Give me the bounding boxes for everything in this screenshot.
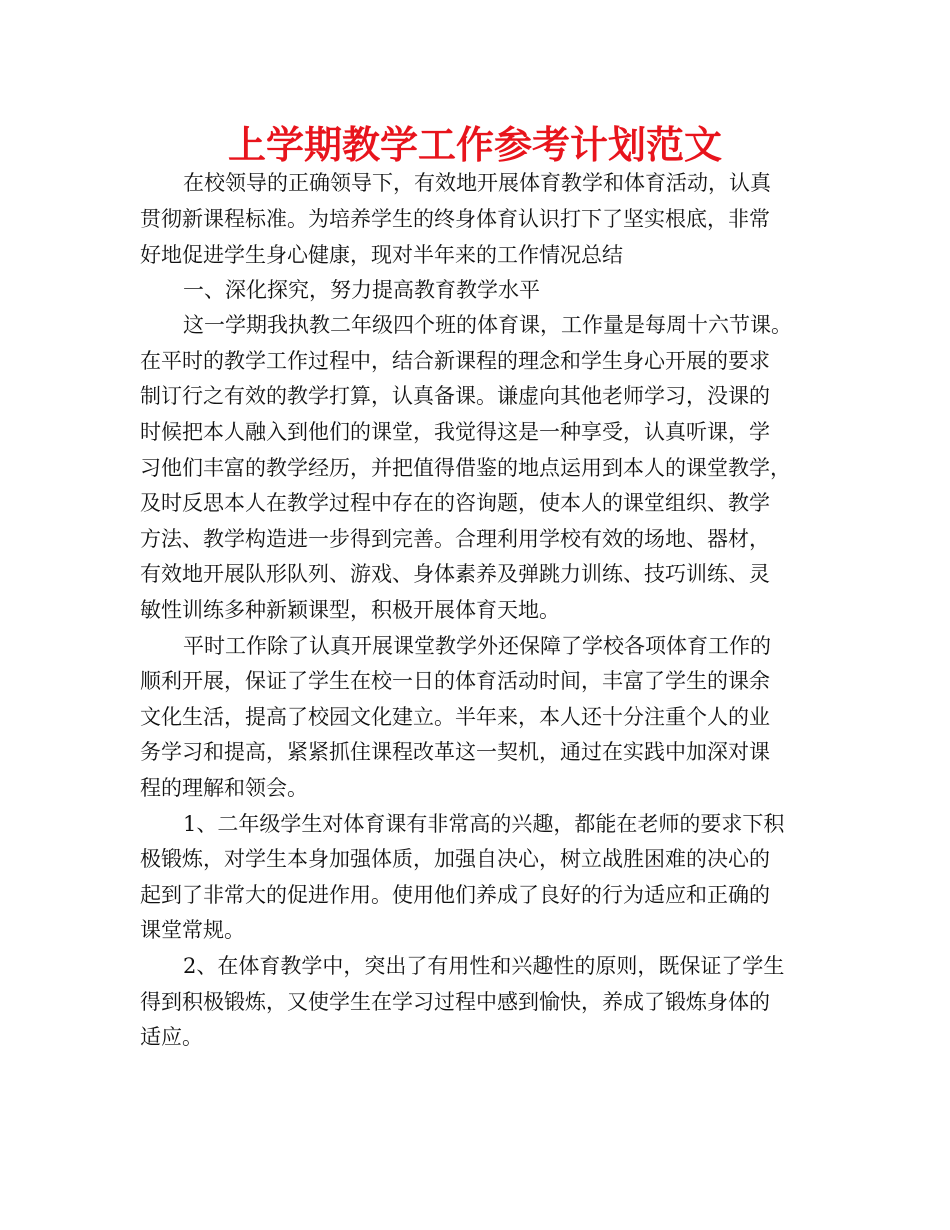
body-line: 课堂常规。 [140,918,245,942]
body-line: 在校领导的正确领导下，有效地开展体育教学和体育活动，认真 [183,171,771,195]
body-line: 好地促进学生身心健康，现对半年来的工作情况总结 [140,243,623,267]
body-line: 方法、教学构造进一步得到完善。合理利用学校有效的场地、器材， [140,527,770,551]
body-line: 起到了非常大的促进作用。使用他们养成了良好的行为适应和正确的 [140,883,770,907]
body-line: 贯彻新课程标准。为培养学生的终身体育认识打下了坚实根底，非常 [140,207,770,231]
document-title: 上学期教学工作参考计划范文 [227,123,722,167]
body-line: 这一学期我执教二年级四个班的体育课，工作量是每周十六节课。 [183,313,792,337]
body-line: 适应。 [140,1025,203,1049]
body-line: 务学习和提高，紧紧抓住课程改革这一契机，通过在实践中加深对课 [140,740,770,764]
body-line: 敏性训练多种新颖课型，积极开展体育天地。 [140,598,560,622]
body-line: 极锻炼，对学生本身加强体质，加强自决心，树立战胜困难的决心的 [140,847,770,871]
body-line: 得到积极锻炼，又使学生在学习过程中感到愉快，养成了锻炼身体的 [140,990,770,1014]
body-line: 程的理解和领会。 [140,776,308,800]
body-line: 时候把本人融入到他们的课堂，我觉得这是一种享受，认真听课，学 [140,420,770,444]
body-line: 文化生活，提高了校园文化建立。半年来，本人还十分注重个人的业 [140,705,770,729]
section-heading: 一、深化探究，努力提高教育教学水平 [183,278,540,302]
body-line: 制订行之有效的教学打算，认真备课。谦虚向其他老师学习，没课的 [140,384,770,408]
body-line: 平时工作除了认真开展课堂教学外还保障了学校各项体育工作的 [183,634,771,658]
body-line: 及时反思本人在教学过程中存在的咨询题，使本人的课堂组织、教学 [140,491,770,515]
list-item: 2、在体育教学中，突出了有用性和兴趣性的原则，既保证了学生 [183,954,785,978]
body-line: 顺利开展，保证了学生在校一日的体育活动时间，丰富了学生的课余 [140,669,770,693]
body-line: 习他们丰富的教学经历，并把值得借鉴的地点运用到本人的课堂教学， [140,456,791,480]
body-line: 有效地开展队形队列、游戏、身体素养及弹跳力训练、技巧训练、灵 [140,562,770,586]
body-line: 在平时的教学工作过程中，结合新课程的理念和学生身心开展的要求 [140,349,770,373]
list-item: 1、二年级学生对体育课有非常高的兴趣，都能在老师的要求下积 [183,812,785,836]
